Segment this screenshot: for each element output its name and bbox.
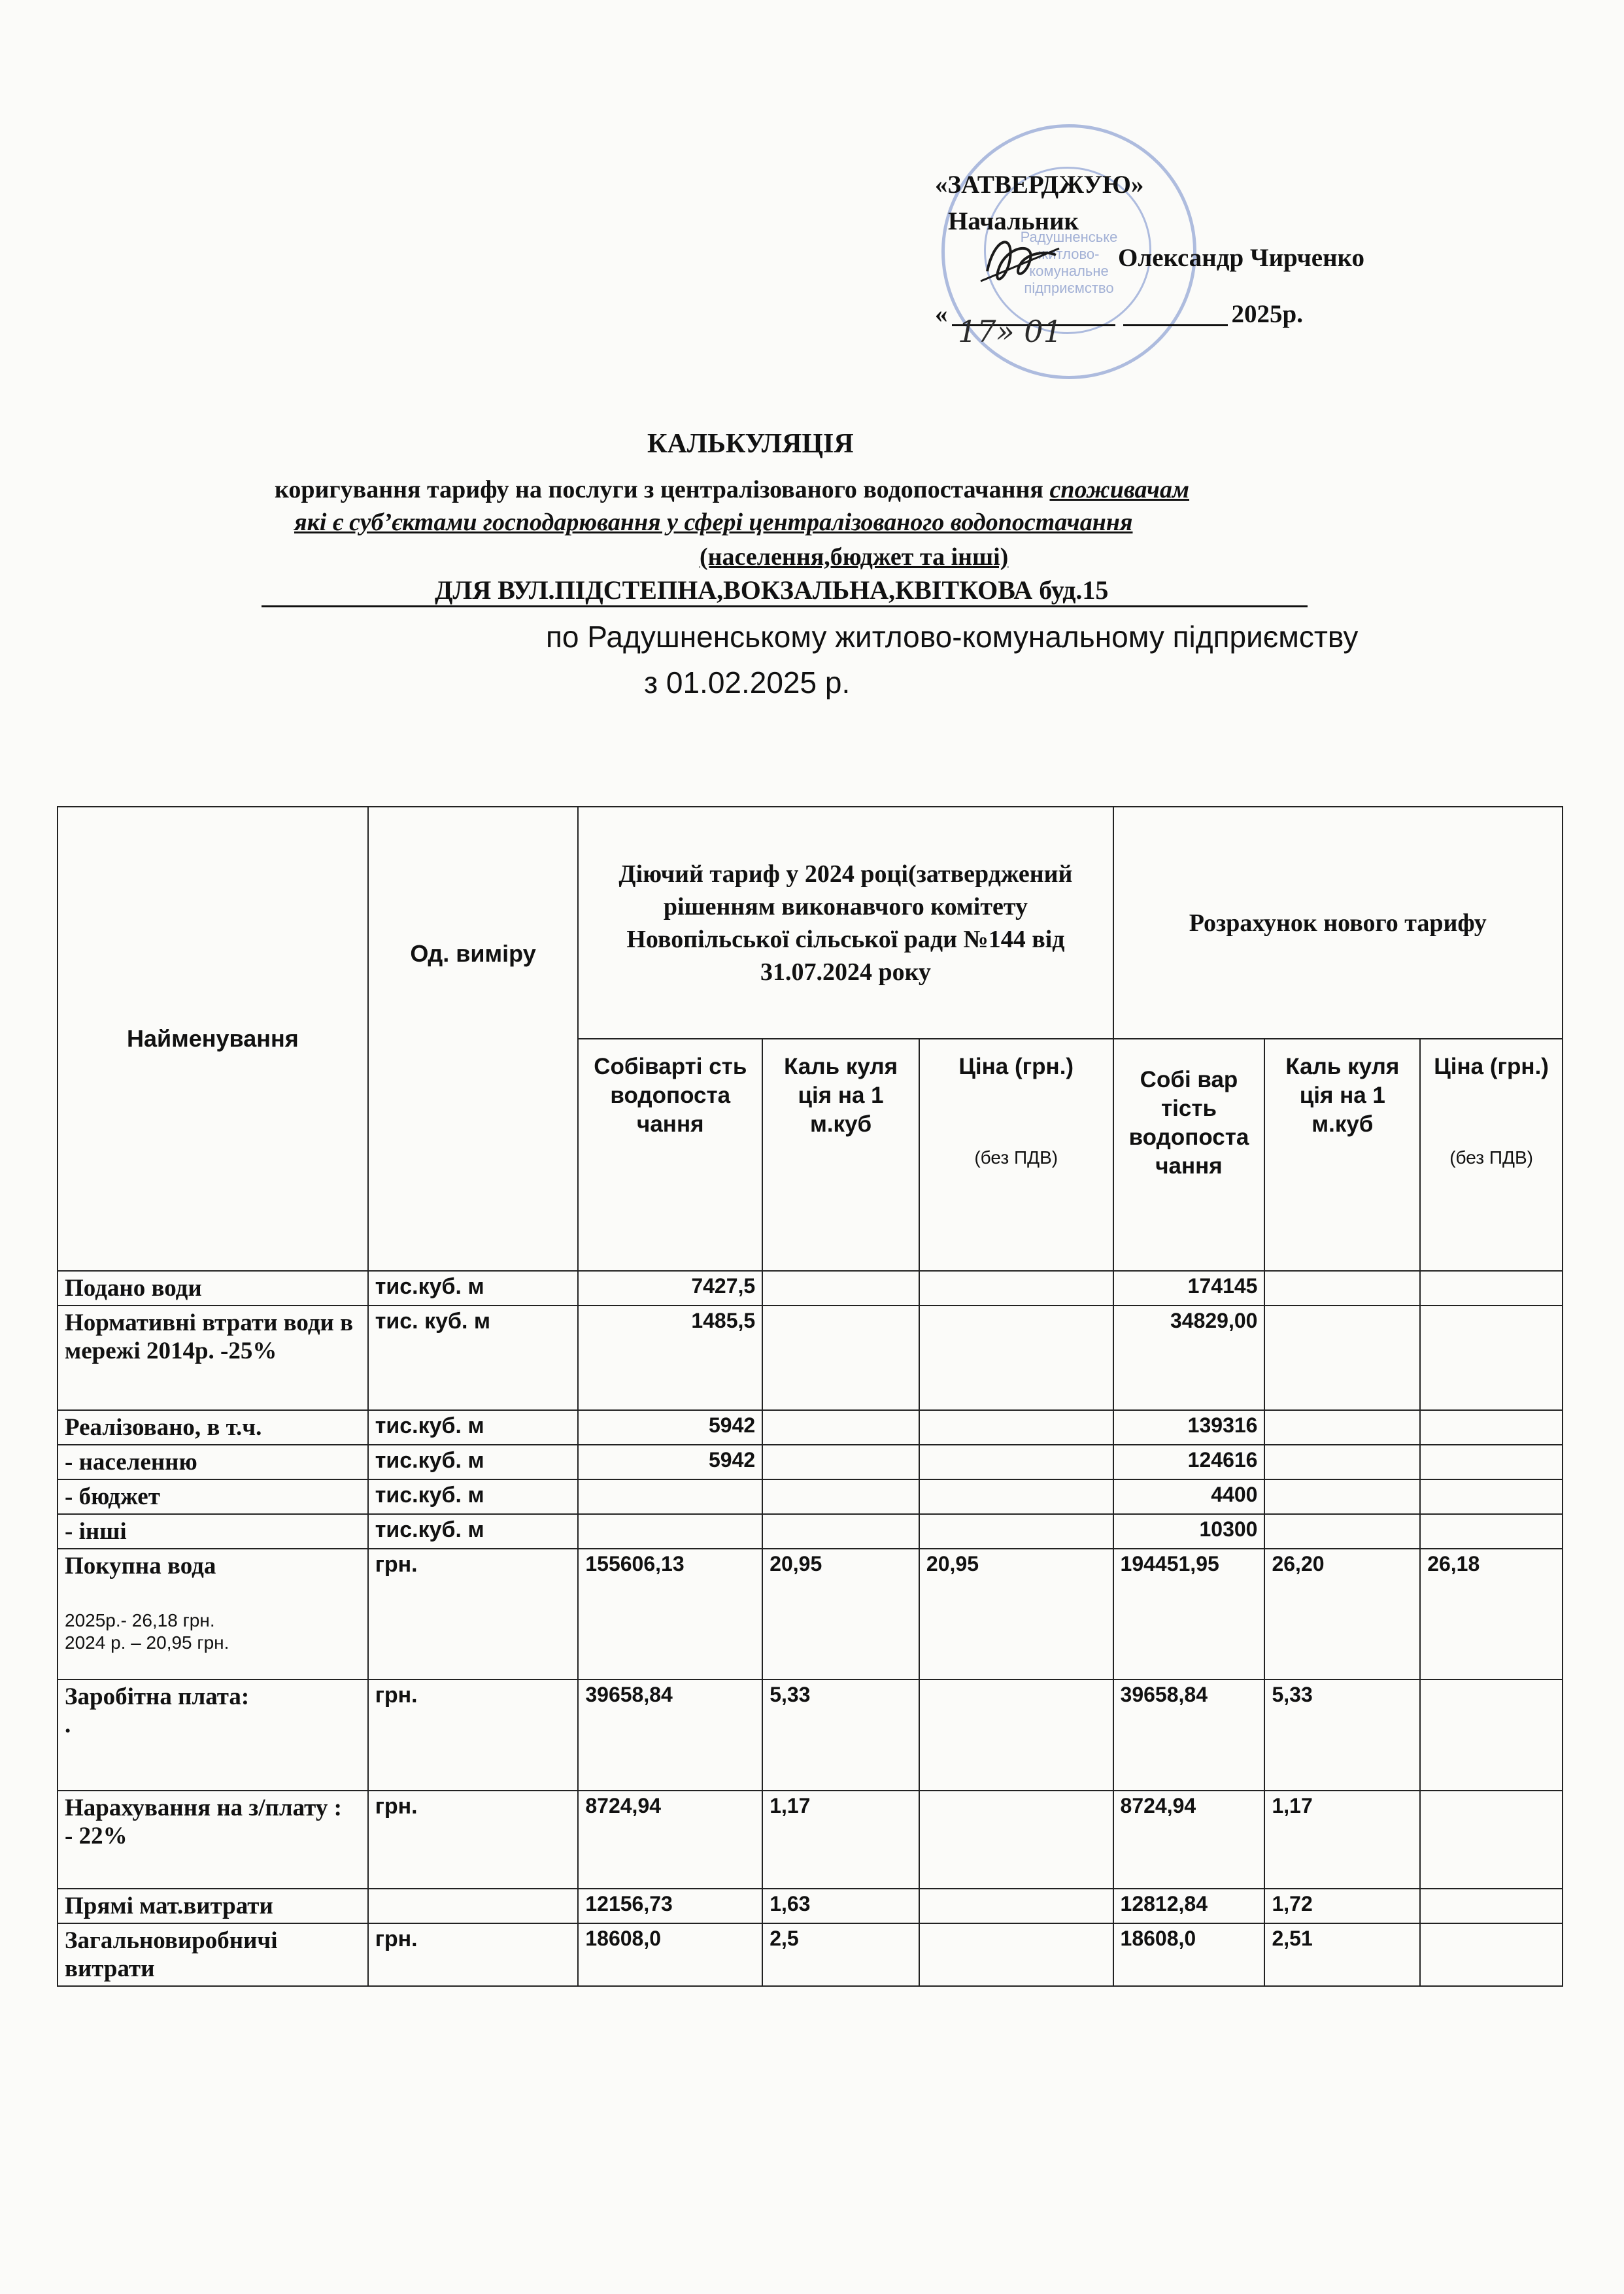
cell-c6 bbox=[1420, 1514, 1563, 1549]
handwritten-date: 17» 01 bbox=[958, 314, 1062, 349]
cell-c1: 7427,5 bbox=[578, 1271, 762, 1306]
cell-c4: 8724,94 bbox=[1113, 1791, 1265, 1889]
cell-c2: 5,33 bbox=[762, 1679, 919, 1791]
cell-c4: 39658,84 bbox=[1113, 1679, 1265, 1791]
cell-c2 bbox=[762, 1445, 919, 1479]
header-cost-current: Собіварті сть водопоста чання bbox=[578, 1039, 762, 1271]
date-open-quote: « bbox=[935, 300, 948, 328]
table-row bbox=[58, 1306, 1563, 1410]
cell-c4: 124616 bbox=[1113, 1445, 1265, 1479]
cell-c2 bbox=[762, 1479, 919, 1514]
title-line-1-underlined: споживачам bbox=[1049, 476, 1190, 503]
row-unit: тис.куб. м bbox=[368, 1271, 579, 1306]
cell-c4: 12812,84 bbox=[1113, 1889, 1265, 1923]
cell-c6 bbox=[1420, 1679, 1563, 1791]
cell-c5: 26,20 bbox=[1264, 1549, 1420, 1679]
row-name bbox=[58, 1923, 368, 1986]
header-calc-current: Каль куля ція на 1 м.куб bbox=[762, 1039, 919, 1271]
title-line-1-text: коригування тарифу на послуги з централізованого водопостачання bbox=[275, 476, 1050, 503]
cell-c6 bbox=[1420, 1445, 1563, 1479]
header-price-new bbox=[1420, 1039, 1563, 1271]
cell-c4: 139316 bbox=[1113, 1410, 1265, 1445]
cell-c3 bbox=[919, 1445, 1113, 1479]
table-row bbox=[58, 1679, 1563, 1791]
row-unit: грн. bbox=[368, 1923, 579, 1986]
table-row bbox=[58, 1514, 1563, 1549]
title-line-1 bbox=[275, 475, 1189, 504]
table-body bbox=[58, 1271, 1563, 1986]
cell-c5 bbox=[1264, 1271, 1420, 1306]
cell-c6 bbox=[1420, 1271, 1563, 1306]
cell-c1: 5942 bbox=[578, 1410, 762, 1445]
row-unit: тис.куб. м bbox=[368, 1514, 579, 1549]
row-name bbox=[58, 1791, 368, 1889]
cell-c3 bbox=[919, 1271, 1113, 1306]
document-title: КАЛЬКУЛЯЦІЯ bbox=[647, 429, 854, 459]
cell-c1: 39658,84 bbox=[578, 1679, 762, 1791]
cell-c2 bbox=[762, 1514, 919, 1549]
header-unit: Од. виміру bbox=[368, 807, 579, 1271]
cell-c5 bbox=[1264, 1410, 1420, 1445]
row-name bbox=[58, 1679, 368, 1791]
header-current-tariff: Діючий тариф у 2024 році(затверджений рішенням виконавчого комітету Новопільської сільської ради №144 від 31.07.2024 року bbox=[578, 807, 1113, 1039]
title-line-3: (населення,бюджет та інші) bbox=[700, 543, 1009, 571]
cell-c1: 18608,0 bbox=[578, 1923, 762, 1986]
cell-c3 bbox=[919, 1410, 1113, 1445]
table-row bbox=[58, 1791, 1563, 1889]
row-unit: грн. bbox=[368, 1549, 579, 1679]
row-unit: тис. куб. м bbox=[368, 1306, 579, 1410]
approval-person: Олександр Чирченко bbox=[1118, 244, 1364, 272]
table-row bbox=[58, 1479, 1563, 1514]
row-note: 2025р.- 26,18 грн. 2024 р. – 20,95 грн. bbox=[65, 1610, 229, 1653]
cell-c2 bbox=[762, 1306, 919, 1410]
row-name bbox=[58, 1514, 368, 1549]
cell-c1: 8724,94 bbox=[578, 1791, 762, 1889]
row-name-text: Нарахування на з/плату : - 22% bbox=[65, 1795, 342, 1849]
row-unit: тис.куб. м bbox=[368, 1410, 579, 1445]
cell-c6: 26,18 bbox=[1420, 1549, 1563, 1679]
price-current-note: (без ПДВ) bbox=[974, 1147, 1058, 1168]
cell-c3 bbox=[919, 1479, 1113, 1514]
cell-c1: 155606,13 bbox=[578, 1549, 762, 1679]
approval-heading: «ЗАТВЕРДЖУЮ» bbox=[935, 171, 1144, 199]
cell-c5 bbox=[1264, 1479, 1420, 1514]
row-name-text: - населенню bbox=[65, 1449, 197, 1476]
price-new-note: (без ПДВ) bbox=[1449, 1147, 1533, 1168]
table-row bbox=[58, 1889, 1563, 1923]
cell-c3 bbox=[919, 1791, 1113, 1889]
approval-position: Начальник bbox=[948, 207, 1079, 235]
cell-c3 bbox=[919, 1679, 1113, 1791]
table-row bbox=[58, 1410, 1563, 1445]
approval-block bbox=[935, 167, 1364, 333]
title-line-4: ДЛЯ ВУЛ.ПІДСТЕПНА,ВОКЗАЛЬНА,КВІТКОВА буд.15 bbox=[262, 575, 1308, 607]
cell-c1: 5942 bbox=[578, 1445, 762, 1479]
cell-c4: 34829,00 bbox=[1113, 1306, 1265, 1410]
cell-c4: 18608,0 bbox=[1113, 1923, 1265, 1986]
cell-c1: 1485,5 bbox=[578, 1306, 762, 1410]
cell-c5: 1,17 bbox=[1264, 1791, 1420, 1889]
cell-c2: 1,17 bbox=[762, 1791, 919, 1889]
row-name-text: Прямі мат.витрати bbox=[65, 1893, 273, 1919]
cell-c3 bbox=[919, 1306, 1113, 1410]
row-name bbox=[58, 1271, 368, 1306]
row-name bbox=[58, 1479, 368, 1514]
seal-text: Радушненське житлово-комунальне підприємство bbox=[1020, 229, 1118, 296]
cell-c6 bbox=[1420, 1306, 1563, 1410]
row-name-text: Покупна вода bbox=[65, 1553, 216, 1579]
header-cost-new: Собі вар тість водопоста чання bbox=[1113, 1039, 1265, 1271]
date-fill-line-2 bbox=[1123, 301, 1228, 326]
cell-c5 bbox=[1264, 1445, 1420, 1479]
row-name bbox=[58, 1889, 368, 1923]
row-unit: грн. bbox=[368, 1679, 579, 1791]
cell-c2: 20,95 bbox=[762, 1549, 919, 1679]
date-year: 2025р. bbox=[1231, 300, 1303, 328]
row-name bbox=[58, 1410, 368, 1445]
row-name-text: Загальновиробничі витрати bbox=[65, 1927, 278, 1982]
header-calc-new: Каль куля ція на 1 м.куб bbox=[1264, 1039, 1420, 1271]
title-line-6: з 01.02.2025 р. bbox=[644, 666, 851, 700]
row-unit: тис.куб. м bbox=[368, 1479, 579, 1514]
row-unit: грн. bbox=[368, 1791, 579, 1889]
row-name-text: Реалізовано, в т.ч. bbox=[65, 1414, 262, 1441]
cell-c3 bbox=[919, 1889, 1113, 1923]
cell-c4: 174145 bbox=[1113, 1271, 1265, 1306]
table-row bbox=[58, 1271, 1563, 1306]
cell-c4: 10300 bbox=[1113, 1514, 1265, 1549]
table-row bbox=[58, 1923, 1563, 1986]
title-line-5: по Радушненському житлово-комунальному підприємству bbox=[546, 620, 1359, 654]
cell-c6 bbox=[1420, 1889, 1563, 1923]
header-new-tariff: Розрахунок нового тарифу bbox=[1113, 807, 1563, 1039]
row-name-text: - інші bbox=[65, 1518, 127, 1545]
cell-c6 bbox=[1420, 1791, 1563, 1889]
row-name bbox=[58, 1549, 368, 1679]
price-current-label: Ціна (грн.) bbox=[958, 1054, 1074, 1079]
cell-c2: 1,63 bbox=[762, 1889, 919, 1923]
cell-c5 bbox=[1264, 1514, 1420, 1549]
cell-c6 bbox=[1420, 1923, 1563, 1986]
row-name-text: Подано води bbox=[65, 1275, 202, 1302]
calculation-table bbox=[57, 806, 1563, 1987]
title-line-2: які є суб’єктами господарювання у сфері централізованого водопостачання bbox=[294, 509, 1133, 536]
table-row bbox=[58, 1445, 1563, 1479]
row-name-text: Нормативні втрати води в мережі 2014р. -25% bbox=[65, 1309, 354, 1364]
cell-c6 bbox=[1420, 1410, 1563, 1445]
header-name: Найменування bbox=[58, 807, 368, 1271]
cell-c5: 2,51 bbox=[1264, 1923, 1420, 1986]
cell-c1 bbox=[578, 1479, 762, 1514]
cell-c2 bbox=[762, 1271, 919, 1306]
row-name-text: Заробітна плата: . bbox=[65, 1683, 250, 1738]
row-name bbox=[58, 1306, 368, 1410]
cell-c5: 1,72 bbox=[1264, 1889, 1420, 1923]
row-unit: тис.куб. м bbox=[368, 1445, 579, 1479]
row-unit bbox=[368, 1889, 579, 1923]
cell-c1: 12156,73 bbox=[578, 1889, 762, 1923]
table-row bbox=[58, 1549, 1563, 1679]
cell-c4: 4400 bbox=[1113, 1479, 1265, 1514]
cell-c5: 5,33 bbox=[1264, 1679, 1420, 1791]
cell-c2: 2,5 bbox=[762, 1923, 919, 1986]
row-name-text: - бюджет bbox=[65, 1483, 160, 1510]
cell-c3: 20,95 bbox=[919, 1549, 1113, 1679]
cell-c3 bbox=[919, 1514, 1113, 1549]
cell-c2 bbox=[762, 1410, 919, 1445]
header-price-current bbox=[919, 1039, 1113, 1271]
cell-c4: 194451,95 bbox=[1113, 1549, 1265, 1679]
cell-c3 bbox=[919, 1923, 1113, 1986]
cell-c5 bbox=[1264, 1306, 1420, 1410]
cell-c6 bbox=[1420, 1479, 1563, 1514]
row-name bbox=[58, 1445, 368, 1479]
price-new-label: Ціна (грн.) bbox=[1434, 1054, 1549, 1079]
cell-c1 bbox=[578, 1514, 762, 1549]
